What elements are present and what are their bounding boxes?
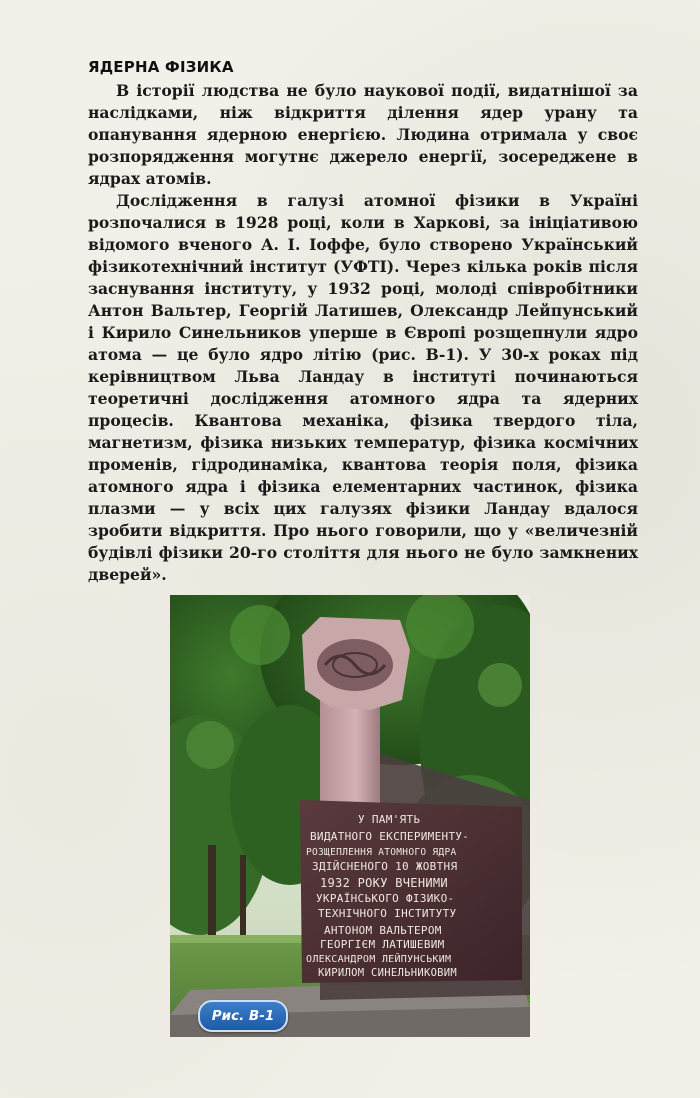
paragraph-2: Дослідження в галузі атомної фізики в Україні розпочалися в 1928 році, коли в Харкові, за ініціативою відомого вченого А. І. Іоффе, було створено Український фізикотехнічний інститут (УФТІ). Через кілька років після заснування інституту, у 1932 році, молоді співробітники Антон Вальтер, Георгій Латишев, Олександр Лейпунський і Кирило Синельников уперше в Європі розщепнули ядро атома — це було ядро літію (рис. В-1). У 30-х роках під керівництвом Льва Ландау в інституті починаються теоретичні дослідження атомного ядра та ядерних процесів. Квантова механіка, фізика твердого тіла, магнетизм, фізика низьких температур, фізика космічних променів, гідродинаміка, квантова теорія поля, фізика атомного ядра і фізика елементарних частинок, фізика плазми — у всіх цих галузях фізики Ландау вдалося зробити відкриття. Про нього говорили, що у «величезній будівлі фізики 20-го століття для нього не було замкнених дверей». xyxy=(88,191,638,584)
figure-caption: Рис. В-1 xyxy=(198,1000,288,1032)
plaque-line-1: У ПАМ'ЯТЬ xyxy=(358,813,421,826)
plaque-line-4: ЗДІЙСНЕНОГО 10 ЖОВТНЯ xyxy=(312,860,458,873)
monument-illustration xyxy=(170,595,530,1037)
plaque-line-7: ТЕХНІЧНОГО ІНСТИТУТУ xyxy=(318,907,457,920)
section-heading: ЯДЕРНА ФІЗИКА xyxy=(88,58,234,76)
plaque-line-8: АНТОНОМ ВАЛЬТЕРОМ xyxy=(324,924,442,937)
paragraph-1: В історії людства не було наукової події, видатнішої за наслідками, ніж відкриття ділення ядер урану та опанування ядерною енергією. Людина отримала у своє розпорядження могутнє джерело енергії, зосереджене в ядрах атомів. xyxy=(88,81,638,188)
plaque-line-5: 1932 РОКУ ВЧЕНИМИ xyxy=(320,876,448,890)
plaque-line-6: УКРАЇНСЬКОГО ФІЗИКО- xyxy=(316,892,455,905)
plaque-line-10: ОЛЕКСАНДРОМ ЛЕЙПУНСЬКИМ xyxy=(306,954,452,965)
plaque-line-11: КИРИЛОМ СИНЕЛЬНИКОВИМ xyxy=(318,967,458,979)
body-text xyxy=(88,80,638,586)
plaque-line-3: РОЗЩЕПЛЕННЯ АТОМНОГО ЯДРА xyxy=(306,847,457,858)
plaque-line-2: ВИДАТНОГО ЕКСПЕРИМЕНТУ- xyxy=(310,830,470,843)
plaque-line-9: ГЕОРГІЄМ ЛАТИШЕВИМ xyxy=(320,938,445,951)
monument-photo xyxy=(170,595,530,1037)
